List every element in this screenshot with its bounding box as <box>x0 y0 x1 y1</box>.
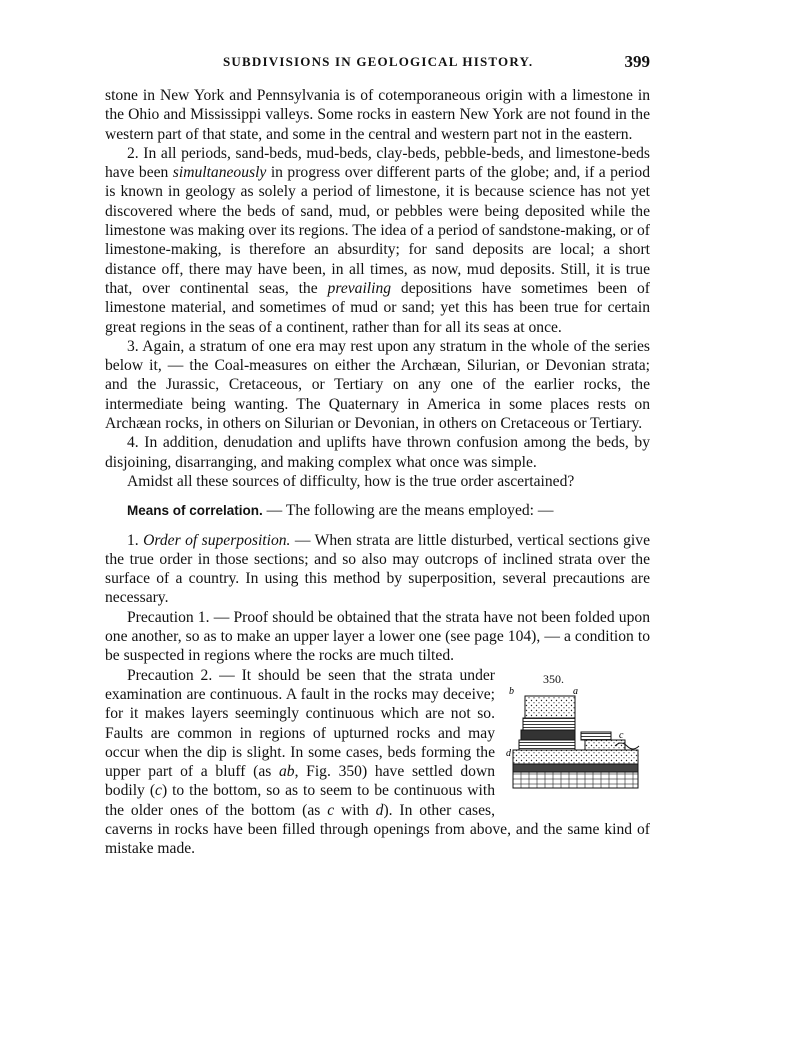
running-head: SUBDIVISIONS IN GEOLOGICAL HISTORY. <box>223 54 534 69</box>
label-b: b <box>509 685 514 697</box>
text-run: ). In other cases, caverns in rocks have been filled through openings from above, and the same kind of mistake made. <box>105 801 650 858</box>
paragraph-continuation: stone in New York and Pennsylvania is of cotemporaneous origin with a limestone in the Ohio and Mississippi valleys. Some rocks in eastern New York are not found in the western part of that state, and some in the central and western part not in the eastern. <box>105 87 650 143</box>
emphasis-d: d <box>375 801 384 819</box>
emphasis-prevailing: prevailing <box>327 279 392 297</box>
fault-diagram-illustration <box>505 684 650 804</box>
paragraph-4: 4. In addition, denudation and uplifts have thrown confusion among the beds, by disjoining, disarranging, and making complex what once was simple. <box>105 434 650 471</box>
text-run: — The following are the means employed: — <box>262 502 554 520</box>
paragraph-means-of-correlation <box>105 501 650 520</box>
figure-number: 350. <box>543 671 564 686</box>
paragraph-3: 3. Again, a stratum of one era may rest upon any stratum in the whole of the series below it, — the Coal-measures on either the Archæan, Silurian, or Devonian strata; and the Jurassic, Cretaceous, or Tertiary on any one of the earlier rocks, the intermediate being wanting. The Quaternary in America in some places rests on Archæan rocks, in others on Silurian or Devonian, in others on Cretaceous or Tertiary. <box>105 337 650 433</box>
paragraph-superposition <box>105 531 650 608</box>
label-d: d <box>506 747 511 759</box>
text-run: — When strata are little disturbed, vertical sections give the true order in those sections; and so also may outcrops of inclined strata over the surface of a country. In using this method by superposition, several precautions are necessary. <box>105 531 650 607</box>
text-run: Precaution 2. — It should be seen that the strata under examination are continuous. A fault in the rocks may deceive; for it makes layers seemingly continuous which are not so. Faults are common in regions of upturned rocks and may occur when the dip is slight. In some cases, beds forming the upper part of a bluff (as <box>105 666 495 781</box>
emphasis-order-of-superposition: Order of superposition. <box>143 531 291 549</box>
emphasis-simultaneously: simultaneously <box>172 164 267 182</box>
label-c: c <box>619 729 624 741</box>
text-run: 1. <box>127 531 144 549</box>
paragraph-precaution-1: Precaution 1. — Proof should be obtained that the strata have not been folded upon one another, so as to make an upper layer a lower one (see page 104), — a condition to be suspected in regions where the rocks are much tilted. <box>105 608 650 665</box>
page-header <box>105 52 650 76</box>
emphasis-c: c <box>155 782 162 800</box>
page-number: 399 <box>624 52 650 71</box>
paragraph-2 <box>105 144 650 337</box>
text-run: depositions have sometimes been of limestone material, and sometimes of mud or sand; yet this has been true for certain great regions in the seas of a continent, rather than for all its seas at once. <box>105 279 650 336</box>
figure-350 <box>505 670 650 808</box>
emphasis-c-2: c <box>327 801 335 819</box>
text-run: ) to the bottom, so as to seem to be continuous with the older ones of the bottom (as <box>105 782 495 819</box>
text-run: 2. In all periods, sand-beds, mud-beds, clay-beds, pebble-beds, and limestone-beds have been <box>105 144 650 182</box>
emphasis-ab: ab <box>279 763 295 781</box>
section-subheading: Means of correlation. <box>127 503 263 519</box>
body-text <box>105 86 650 859</box>
text-run: with <box>334 801 376 819</box>
paragraph-question: Amidst all these sources of difficulty, how is the true order ascertained? <box>127 472 575 490</box>
label-a: a <box>573 685 578 697</box>
text-run: in progress over different parts of the globe; and, if a period is known in geology as solely a period of limestone, it is because science has not yet discovered where the beds of sand, mud, or pebbles were being deposited while the limestone was making over its regions. The idea of a period of sandstone-making, or of limestone-making, is therefore an absurdity; for sand deposits are local; a short distance off, there may have been, in all times, as now, mud deposits. Still, it is true that, over continental seas, the <box>105 164 650 297</box>
text-run: , Fig. 350) have settled down bodily ( <box>105 763 496 800</box>
